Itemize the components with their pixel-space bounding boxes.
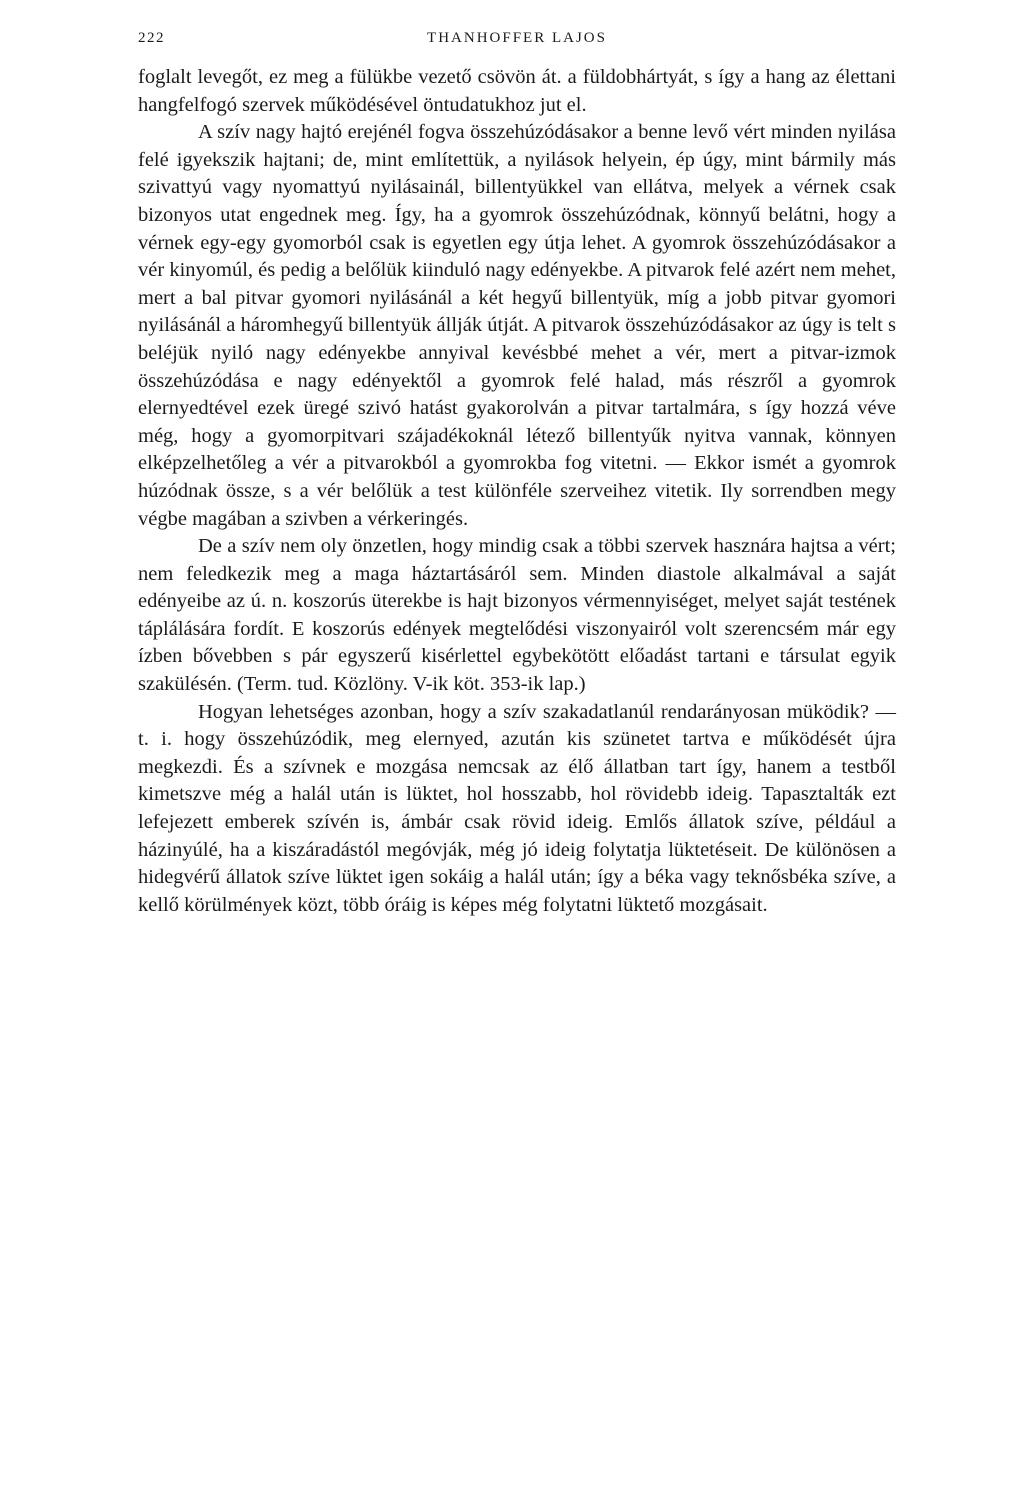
running-title: THANHOFFER LAJOS bbox=[427, 30, 607, 46]
body-text bbox=[138, 64, 896, 919]
page-number: 222 bbox=[138, 30, 165, 46]
book-page bbox=[138, 22, 896, 919]
paragraph-rhythmic-beating: Hogyan lehetséges azonban, hogy a szív szakadatlanúl rendarányosan müködik? — t. i. hogy összehúzódik, meg elernyed, azután kis szünetet tartva e működését újra megkezdi. És a szívnek e mozgása nemcsak az élő állatban tart így, hanem a testből kimetszve még a halál után is lüktet, hol hosszabb, hol rövidebb ideig. Tapasztalták ezt lefejezett emberek szívén is, ámbár csak rövid ideig. Emlős állatok szíve, például a házinyúlé, ha a kiszáradástól megóvják, még jó ideig folytatja lüktetéseit. De különösen a hidegvérű állatok szíve lüktet igen sokáig a halál után; így a béka vagy teknősbéka szíve, a kellő körülmények közt, több óráig is képes még folytatni lüktető mozgásait. bbox=[138, 700, 896, 916]
paragraph-coronary-arteries: De a szív nem oly önzetlen, hogy mindig csak a többi szervek hasznára hajtsa a vért; nem feledkezik meg a maga háztartásáról sem. Minden diastole alkalmával a saját edényeibe az ú. n. koszorús üterekbe is hajt bizonyos vérmennyiséget, melyet saját testének táplálására fordít. E koszorús edények megtelődési viszonyairól volt szerencsém már egy ízben bővebben s pár egyszerű kisérlettel egybekötött előadást tartani e társulat egyik szakülésén. (Term. tud. Közlöny. V-ik köt. 353-ik lap.) bbox=[138, 535, 896, 696]
paragraph-continued: foglalt levegőt, ez meg a fülükbe vezető csövön át. a füldobhártyát, s így a hang az élettani hangfelfogó szervek működésével öntudatukhoz jut el. bbox=[138, 66, 896, 116]
paragraph-heart-pumping: A szív nagy hajtó erejénél fogva összehúzódásakor a benne levő vért minden nyilása felé igyekszik hajtani; de, mint említettük, a nyilások helyein, ép úgy, mint bármily más szivattyú vagy nyomattyú nyilásainál, billentyükkel van ellátva, melyek a vérnek csak bizonyos utat engednek meg. Így, ha a gyomrok összehúzódnak, könnyű belátni, hogy a vérnek egy-egy gyomorból csak is egyetlen egy útja lehet. A gyomrok összehúzódásakor a vér kinyomúl, és pedig a belőlük kiinduló nagy edényekbe. A pitvarok felé azért nem mehet, mert a bal pitvar gyomori nyilásánál a két hegyű billentyük, míg a jobb pitvar gyomori nyilásánál a háromhegyű billentyük állják útját. A pitvarok összehúzódásakor az úgy is telt s beléjük nyiló nagy edényekbe annyival kevésbbé mehet a vér, mert a pitvar-izmok összehúzódása e nagy edényektől a gyomrok felé halad, más részről a gyomrok elernyedtével ezek üregé szivó hatást gyakorolván a pitvar tartalmára, s így hozzá véve még, hogy a gyomorpitvari szájadékoknál létező billentyűk nyitva vannak, könnyen elképzelhetőleg a vér a pitvarokból a gyomrokba fog vitetni. — Ekkor ismét a gyomrok húzódnak össze, s a vér belőlük a test különféle szerveihez vitetik. Ily sorrendben megy végbe magában a szivben a vérkeringés. bbox=[138, 121, 896, 530]
running-head bbox=[138, 22, 896, 62]
